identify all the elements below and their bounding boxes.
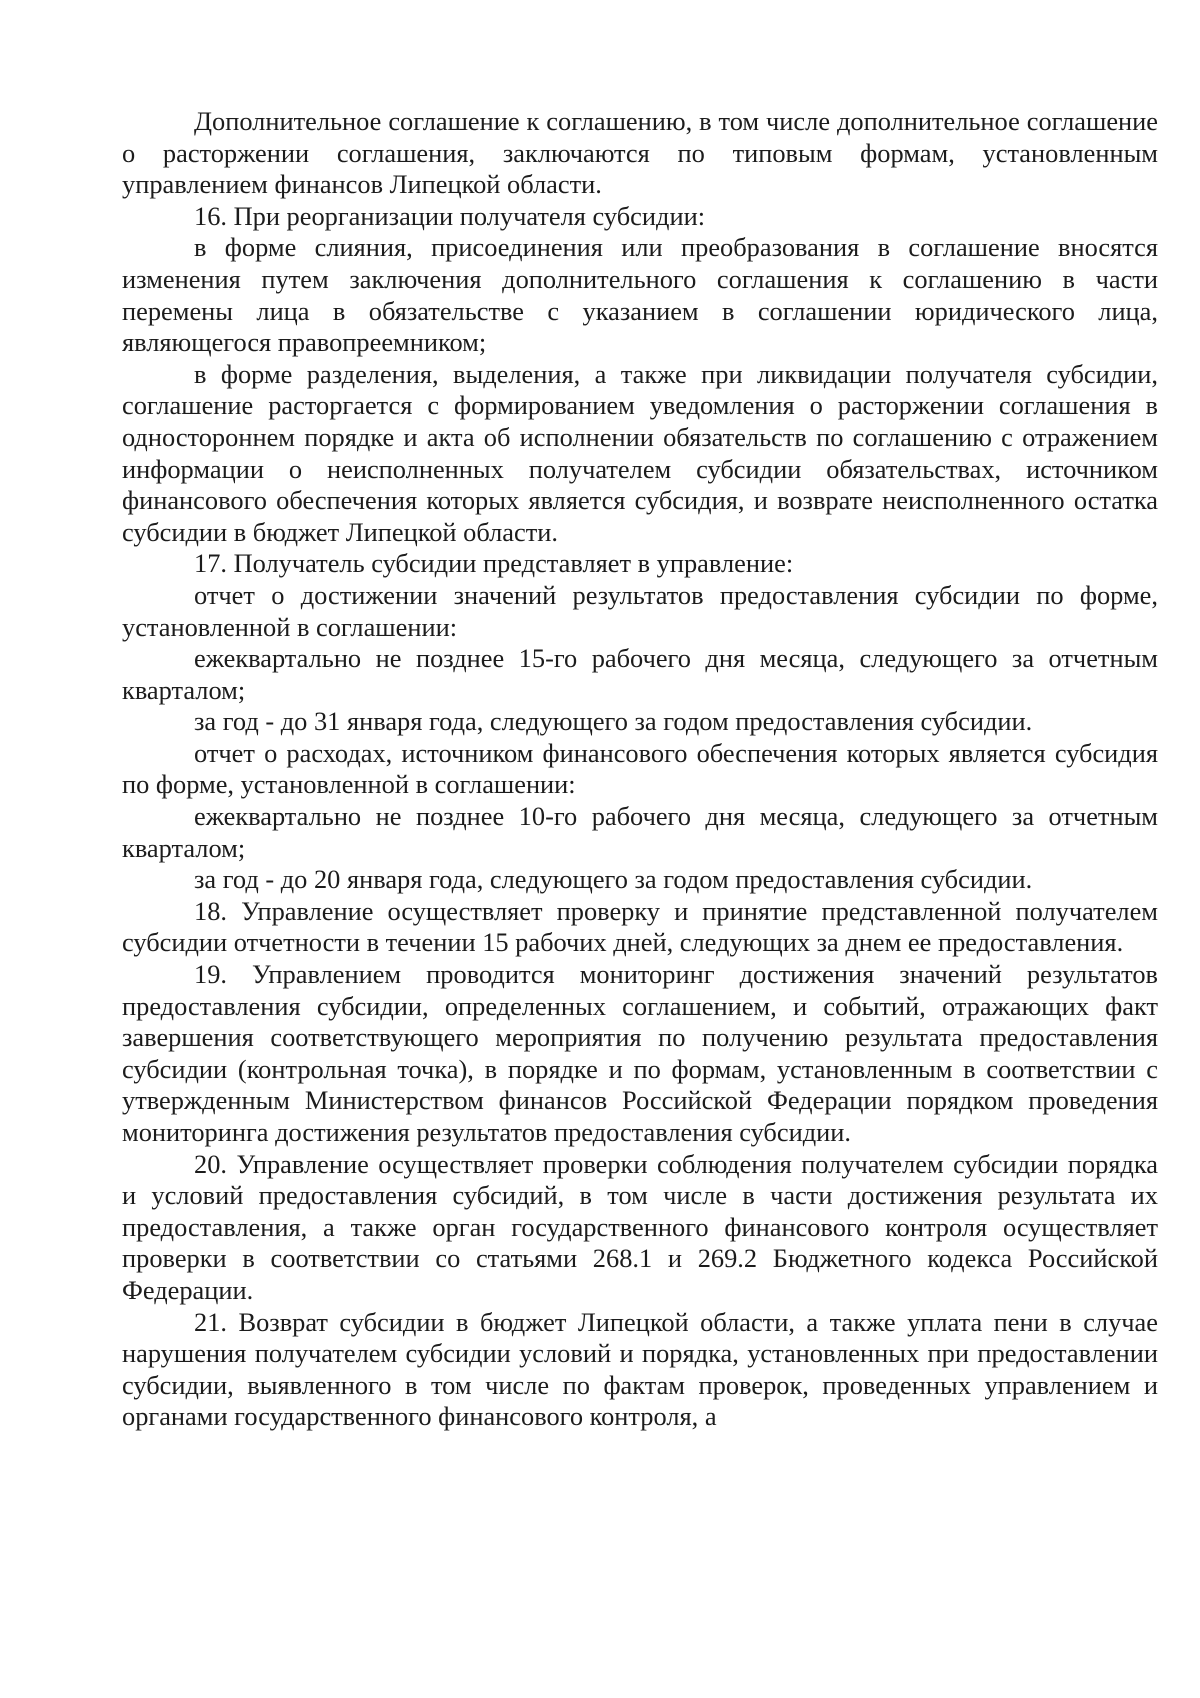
paragraph-19: 19. Управлением проводится мониторинг достижения значений результатов предоставления субсидии, определенных соглашением, и событий, отражающих факт завершения соответствующего мероприятия по получению результата предоставления субсидии (контрольная точка), в порядке и по формам, установленным в соответствии с утвержденным Министерством финансов Российской Федерации порядком проведения мониторинга достижения результатов предоставления субсидии. [122,959,1158,1147]
paragraph-16-heading: 16. При реорганизации получателя субсидии: [194,200,706,231]
paragraph-21: 21. Возврат субсидии в бюджет Липецкой области, а также уплата пени в случае нарушения получателем субсидии условий и порядка, установленных при предоставлении субсидии, выявленного в том числе по фактам проверок, проведенных управлением и органами государственного финансового контроля, а [122,1306,1158,1432]
paragraph-17-annual-20: за год - до 20 января года, следующего за годом предоставления субсидии. [194,864,1033,895]
paragraph-agreement-forms: Дополнительное соглашение к соглашению, в том числе дополнительное соглашение о расторжении соглашения, заключаются по типовым формам, установленным управлением финансов Липецкой области. [122,106,1158,200]
paragraph-18: 18. Управление осуществляет проверку и принятие представленной получателем субсидии отчетности в течении 15 рабочих дней, следующих за днем ее предоставления. [122,895,1158,958]
paragraph-16-division: в форме разделения, выделения, а также при ликвидации получателя субсидии, соглашение расторгается с формированием уведомления о расторжении соглашения в одностороннем порядке и акта об исполнении обязательств по соглашению с отражением информации о неисполненных получателем субсидии обязательствах, источником финансового обеспечения которых является субсидия, и возврате неисполненного остатка субсидии в бюджет Липецкой области. [122,358,1158,547]
document-body [122,106,1158,1433]
paragraph-17-results-report: отчет о достижении значений результатов предоставления субсидии по форме, установленной в соглашении: [122,579,1158,642]
paragraph-16-merger: в форме слияния, присоединения или преобразования в соглашение вносятся изменения путем заключения дополнительного соглашения к соглашению в части перемены лица в обязательстве с указанием в соглашении юридического лица, являющегося правопреемником; [122,232,1158,358]
paragraph-17-quarterly-10: ежеквартально не позднее 10-го рабочего дня месяца, следующего за отчетным кварталом; [122,801,1158,863]
paragraph-17-annual-31: за год - до 31 января года, следующего за годом предоставления субсидии. [194,706,1033,737]
paragraph-20: 20. Управление осуществляет проверки соблюдения получателем субсидии порядка и условий предоставления субсидий, в том числе в части достижения результата их предоставления, а также орган государственного финансового контроля осуществляет проверки в соответствии со статьями 268.1 и 269.2 Бюджетного кодекса Российской Федерации. [122,1148,1158,1305]
paragraph-17-quarterly-15: ежеквартально не позднее 15-го рабочего дня месяца, следующего за отчетным кварталом; [122,643,1158,705]
paragraph-17-heading: 17. Получатель субсидии представляет в управление: [194,548,794,579]
paragraph-17-expenses-report: отчет о расходах, источником финансового обеспечения которых является субсидия по форме, установленной в соглашении: [122,737,1158,800]
